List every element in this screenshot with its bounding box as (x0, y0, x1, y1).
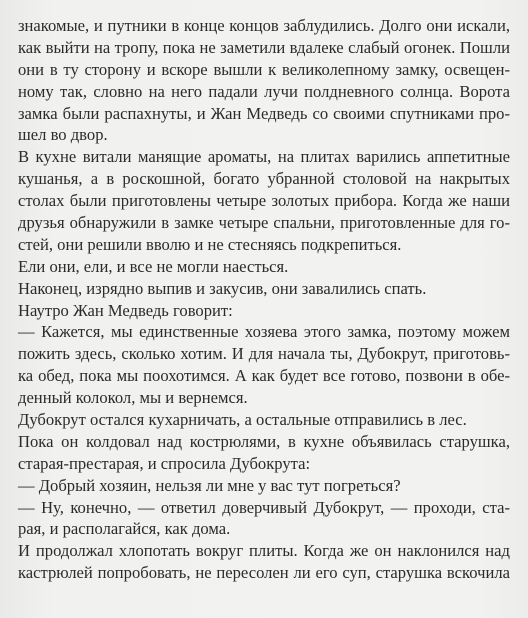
text-line: Наутро Жан Медведь говорит: (18, 300, 233, 320)
text-line: Ели они, ели, и все не могли наесться. (18, 256, 289, 276)
text-line: — Добрый хозяин, нельзя ли мне у вас тут погреться? (18, 475, 401, 495)
text-line: шел во двор. (18, 125, 108, 145)
text-line: столах были приготовлены четыре золотых прибора. Когда же наши (18, 191, 510, 211)
text-line: пожить здесь, сколько хотим. И для начала ты, Дубокрут, приготовь- (18, 344, 510, 364)
text-line: рая, и располагайся, как дома. (18, 519, 231, 539)
text-line: Пока он колдовал над кострюлями, в кухне объявилась старушка, (18, 431, 510, 451)
text-line: они в ту сторону и вскоре вышли к великолепному замку, освещен- (18, 59, 510, 79)
text-line: — Ну, конечно, — ответил доверчивый Дубокрут, — проходи, ста- (18, 497, 510, 517)
text-line: замка были распахнуты, и Жан Медведь со своими спутниками про- (18, 103, 510, 123)
text-line: Дубокрут остался кухарничать, а остальные отправились в лес. (18, 410, 467, 430)
text-line: как выйти на тропу, пока не заметили вдалеке слабый огонек. Пошли (18, 37, 510, 57)
text-line: кушанья, а в роскошной, богато убранной столовой на накрытых (18, 169, 510, 189)
text-line: ка обед, пока мы поохотимся. А как будет все готово, позвони в обе- (18, 366, 510, 386)
text-line: знакомые, и путники в конце концов заблудились. Долго они искали, (18, 16, 510, 35)
text-line: Наконец, изрядно выпив и закусив, они завалились спать. (18, 278, 427, 298)
text-line: И продолжал хлопотать вокруг плиты. Когда же он наклонился над (18, 541, 510, 561)
body-text (18, 15, 510, 584)
text-line: — Кажется, мы единственные хозяева этого замка, поэтому можем (18, 322, 510, 342)
text-line: ному так, словно на него падали лучи полдневного солнца. Ворота (18, 81, 510, 101)
text-line: стей, они решили вволю и не стесняясь подкрепиться. (18, 234, 402, 254)
text-line: старая-престарая, и спросила Дубокрута: (18, 453, 311, 473)
text-line: В кухне витали манящие ароматы, на плитах варились аппетитные (18, 147, 510, 167)
text-line: денный колокол, мы и вернемся. (18, 388, 248, 408)
text-line: кастрюлей попробовать, не пересолен ли его суп, старушка вскочила (18, 563, 510, 583)
text-line: друзья обнаружили в замке четыре спальни, приготовленные для го- (18, 213, 510, 233)
